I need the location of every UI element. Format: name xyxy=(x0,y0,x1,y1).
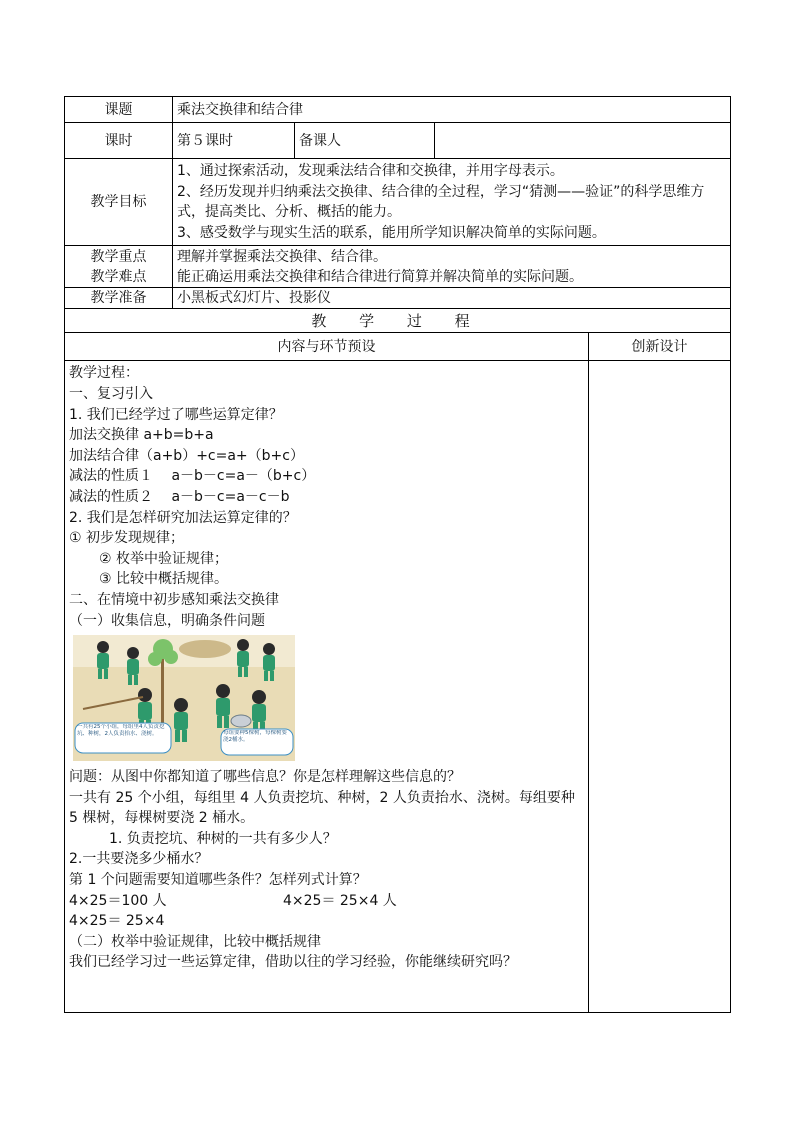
process-line: 1. 我们已经学过了哪些运算定律？ xyxy=(69,406,283,423)
period-label: 课时 xyxy=(65,123,173,159)
info-paragraph: 一共有 25 个小组，每组里 4 人负责挖坑、种树，2 人负责抬水、浇树。每组要种 5 棵树，每棵树要浇 2 桶水。 xyxy=(69,789,575,827)
section-heading: 二、在情境中初步感知乘法交换律 xyxy=(69,591,279,608)
difficulty-label: 教学难点 xyxy=(90,268,147,285)
process-line: 教学过程： xyxy=(69,365,139,382)
process-title: 教 学 过 程 xyxy=(65,309,731,333)
preparer-label: 备课人 xyxy=(295,123,435,159)
design-column-header: 创新设计 xyxy=(589,333,731,361)
illustration-svg xyxy=(73,635,295,761)
formula-line: 加法结合律（a+b）+c=a+（b+c） xyxy=(69,447,304,464)
preparation-value: 小黑板式幻灯片、投影仪 xyxy=(173,288,731,309)
formula-line: 加法交换律 a+b=b+a xyxy=(69,427,214,444)
subsection-heading: （二）枚举中验证规律，比较中概括规律 xyxy=(69,933,321,950)
objectives-list xyxy=(173,159,731,246)
bubble-right-text-box xyxy=(223,730,291,754)
preparer-value xyxy=(435,123,731,159)
bubble-right-text: 每组要种5棵树，每棵树要浇2桶水。 xyxy=(223,730,288,744)
tree-leaves xyxy=(148,652,162,666)
question-item: 1. 负责挖坑、种树的一共有多少人？ xyxy=(109,830,337,847)
period-value: 第５课时 xyxy=(173,123,295,159)
step-item: ③ 比较中概括规律。 xyxy=(99,571,229,588)
key-points-values xyxy=(173,246,731,288)
objective-item: 3、感受数学与现实生活的联系，能用所学知识解决简单的实际问题。 xyxy=(177,224,606,241)
section-heading: 一、复习引入 xyxy=(69,385,153,402)
formula-right: 4×25＝ 25×4 人 xyxy=(283,892,397,909)
process-line: 我们已经学习过一些运算定律，借助以往的学习经验，你能继续研究吗？ xyxy=(69,954,517,971)
key-point-value: 理解并掌握乘法交换律、结合律。 xyxy=(177,248,387,265)
formula-line: 4×25＝ 25×4 xyxy=(69,913,165,930)
objective-item: 1、通过探索活动，发现乘法结合律和交换律，并用字母表示。 xyxy=(177,163,564,179)
question-line: 问题：从图中你都知道了哪些信息？你是怎样理解这些信息的？ xyxy=(69,769,461,786)
process-line: 2. 我们是怎样研究加法运算定律的？ xyxy=(69,509,297,526)
objectives-label: 教学目标 xyxy=(65,159,173,246)
process-line: 第 1 个问题需要知道哪些条件？怎样列式计算？ xyxy=(69,872,367,889)
bubble-left-text: 一共有25个小组，每组里4人负责挖坑、种树，2人负责抬水、浇树。 xyxy=(77,724,165,738)
bubble-left-text-box xyxy=(77,724,169,752)
subsection-heading: （一）收集信息，明确条件问题 xyxy=(69,612,265,629)
topic-value: 乘法交换律和结合律 xyxy=(173,97,731,123)
lesson-plan-table xyxy=(64,96,731,1013)
water-bucket xyxy=(231,715,251,727)
formula-line: 减法的性质１ a－b－c=a－（b+c） xyxy=(69,468,316,485)
soil-mound xyxy=(179,640,231,658)
difficulty-value: 能正确运用乘法交换律和结合律进行简算并解决简单的实际问题。 xyxy=(177,268,583,285)
design-column xyxy=(589,361,731,1013)
tree-leaves xyxy=(164,650,178,664)
formula-pair xyxy=(69,891,584,912)
tree-planting-illustration xyxy=(73,635,295,761)
formula-line: 减法的性质２ a－b－c=a－c－b xyxy=(69,488,290,505)
topic-label: 课题 xyxy=(65,97,173,123)
preparation-label: 教学准备 xyxy=(65,288,173,309)
formula-left: 4×25＝100 人 xyxy=(69,892,167,909)
key-points-labels xyxy=(65,246,173,288)
question-item: 2.一共要浇多少桶水？ xyxy=(69,851,209,868)
step-item: ① 初步发现规律； xyxy=(69,530,185,547)
step-item: ② 枚举中验证规律； xyxy=(99,550,229,567)
key-point-label: 教学重点 xyxy=(90,248,147,265)
process-content xyxy=(65,361,589,1013)
objective-item: 2、经历发现并归纳乘法交换律、结合律的全过程，学习“猜测——验证”的科学思维方式，提高类比、分析、概括的能力。 xyxy=(177,183,705,221)
content-column-header: 内容与环节预设 xyxy=(65,333,589,361)
